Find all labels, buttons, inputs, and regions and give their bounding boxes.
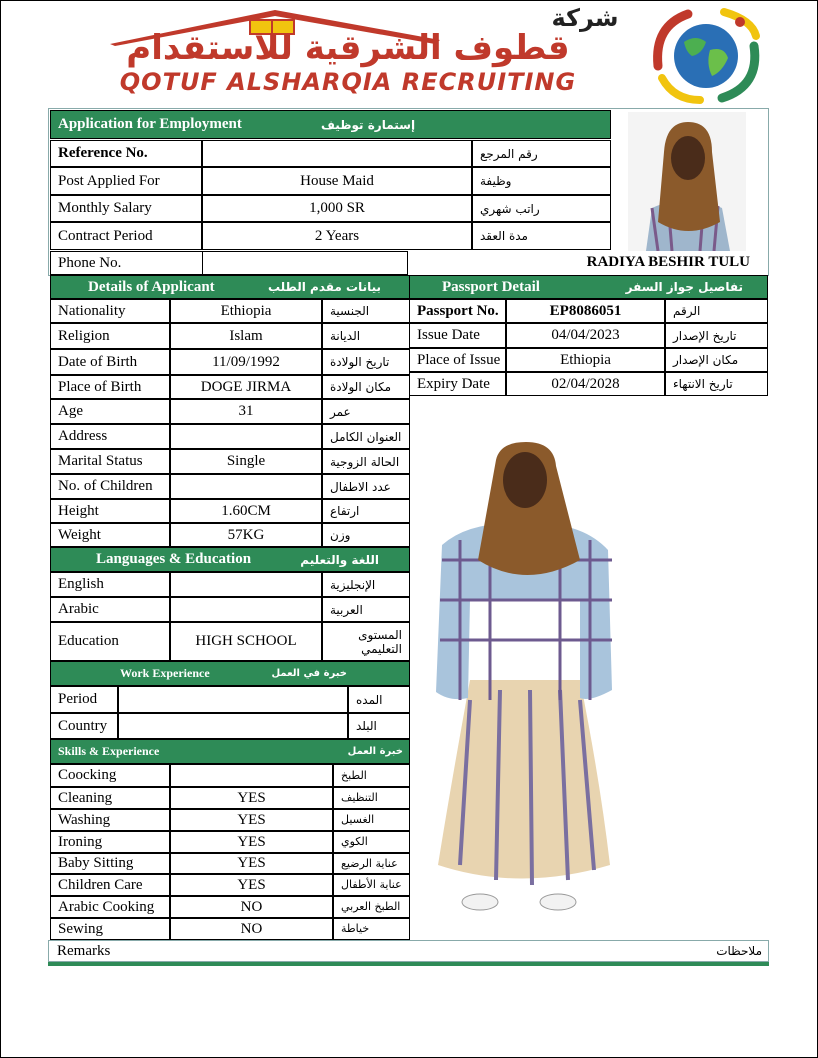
details-label-ar-2: تاريخ الولادة [322, 349, 410, 375]
application-value-3: 2 Years [202, 222, 472, 250]
remarks-row [48, 940, 769, 962]
details-label-8: Height [50, 499, 170, 523]
passport-value-3: 02/04/2028 [506, 372, 665, 396]
details-value-5 [170, 424, 322, 449]
skills-label-4: Baby Sitting [50, 853, 170, 874]
bottom-green-bar [48, 962, 769, 966]
skills-value-7: NO [170, 918, 333, 940]
languages-title-en: Languages & Education [96, 551, 252, 567]
skills-title-en: Skills & Experience [58, 744, 160, 758]
details-label-ar-1: الديانة [322, 323, 410, 349]
company-latin-name: QOTUF ALSHARQIA RECRUITING [119, 68, 577, 96]
skills-value-5: YES [170, 874, 333, 896]
application-value-2: 1,000 SR [202, 195, 472, 222]
work-label-ar-0: المده [348, 686, 410, 713]
passport-title-ar: تفاصيل جواز السفر [625, 280, 743, 294]
details-title-ar: بيانات مقدم الطلب [267, 280, 381, 294]
company-arabic-name: قطوف الشرقية للاستقدام [126, 28, 570, 68]
languages-value-1 [170, 597, 322, 622]
work-value-1 [118, 713, 348, 739]
passport-label-2: Place of Issue [409, 348, 506, 372]
languages-label-0: English [50, 572, 170, 597]
work-title-en: Work Experience [120, 666, 210, 680]
details-label-ar-0: الجنسية [322, 299, 410, 323]
details-label-ar-8: ارتفاع [322, 499, 410, 523]
skills-label-2: Washing [50, 809, 170, 831]
details-label-5: Address [50, 424, 170, 449]
skills-label-5: Children Care [50, 874, 170, 896]
passport-label-0: Passport No. [409, 299, 506, 323]
passport-label-ar-3: تاريخ الانتهاء [665, 372, 768, 396]
skills-label-6: Arabic Cooking [50, 896, 170, 918]
passport-label-ar-2: مكان الإصدار [665, 348, 768, 372]
details-value-8: 1.60CM [170, 499, 322, 523]
skills-title-ar: خبرة العمل [347, 746, 403, 757]
details-label-9: Weight [50, 523, 170, 547]
languages-label-ar-2: المستوى التعليمي [322, 622, 410, 661]
application-label-0: Reference No. [50, 140, 202, 167]
skills-header [50, 739, 410, 764]
work-label-1: Country [50, 713, 118, 739]
skills-label-ar-2: الغسيل [333, 809, 410, 831]
application-label-3: Contract Period [50, 222, 202, 250]
languages-label-1: Arabic [50, 597, 170, 622]
work-value-0 [118, 686, 348, 713]
remarks-label: Remarks [57, 943, 111, 959]
globe-logo-icon [648, 6, 764, 104]
company-logo-banner [50, 4, 770, 104]
passport-label-ar-0: الرقم [665, 299, 768, 323]
details-label-3: Place of Birth [50, 375, 170, 399]
skills-label-1: Cleaning [50, 787, 170, 809]
application-value-1: House Maid [202, 167, 472, 195]
skills-label-ar-0: الطبخ [333, 764, 410, 787]
company-arabic-word: شركة [551, 4, 619, 32]
details-label-ar-4: عمر [322, 399, 410, 424]
phone-value [202, 251, 408, 275]
application-header [50, 110, 611, 139]
skills-value-1: YES [170, 787, 333, 809]
languages-label-ar-0: الإنجليزية [322, 572, 410, 597]
applicant-name: RADIYA BESHIR TULU [586, 254, 750, 270]
application-title-ar: إستمارة توظيف [321, 117, 416, 132]
details-value-0: Ethiopia [170, 299, 322, 323]
work-label-ar-1: البلد [348, 713, 410, 739]
application-label-ar-2: راتب شهري [472, 195, 611, 222]
details-label-ar-3: مكان الولادة [322, 375, 410, 399]
details-label-ar-5: العنوان الكامل [322, 424, 410, 449]
passport-label-1: Issue Date [409, 323, 506, 348]
details-value-7 [170, 474, 322, 499]
details-label-2: Date of Birth [50, 349, 170, 375]
languages-value-0 [170, 572, 322, 597]
skills-label-ar-7: خياطة [333, 918, 410, 940]
skills-label-ar-4: عناية الرضيع [333, 853, 410, 874]
details-label-4: Age [50, 399, 170, 424]
languages-label-ar-1: العربية [322, 597, 410, 622]
skills-value-6: NO [170, 896, 333, 918]
languages-label-2: Education [50, 622, 170, 661]
applicant-photo-small [628, 112, 746, 251]
skills-label-7: Sewing [50, 918, 170, 940]
skills-value-4: YES [170, 853, 333, 874]
phone-label: Phone No. [50, 251, 202, 275]
passport-value-2: Ethiopia [506, 348, 665, 372]
details-label-0: Nationality [50, 299, 170, 323]
details-label-6: Marital Status [50, 449, 170, 474]
skills-label-ar-3: الكوي [333, 831, 410, 853]
work-label-0: Period [50, 686, 118, 713]
details-label-7: No. of Children [50, 474, 170, 499]
languages-header [50, 547, 410, 572]
work-title-ar: خبرة في العمل [271, 668, 347, 679]
details-title-en: Details of Applicant [88, 278, 215, 295]
details-value-3: DOGE JIRMA [170, 375, 322, 399]
skills-label-ar-1: التنظيف [333, 787, 410, 809]
remarks-label-ar: ملاحظات [716, 944, 762, 958]
application-title-en: Application for Employment [58, 116, 242, 132]
details-label-ar-9: وزن [322, 523, 410, 547]
passport-header [409, 275, 768, 299]
application-label-ar-3: مدة العقد [472, 222, 611, 250]
skills-label-0: Coocking [50, 764, 170, 787]
details-value-9: 57KG [170, 523, 322, 547]
application-label-2: Monthly Salary [50, 195, 202, 222]
work-header [50, 661, 410, 686]
application-label-ar-0: رقم المرجع [472, 140, 611, 167]
details-value-4: 31 [170, 399, 322, 424]
passport-value-0: EP8086051 [506, 299, 665, 323]
details-label-1: Religion [50, 323, 170, 349]
application-label-ar-1: وظيفة [472, 167, 611, 195]
passport-label-ar-1: تاريخ الإصدار [665, 323, 768, 348]
skills-value-0 [170, 764, 333, 787]
languages-title-ar: اللغة والتعليم [300, 552, 379, 567]
skills-value-3: YES [170, 831, 333, 853]
skills-label-3: Ironing [50, 831, 170, 853]
passport-value-1: 04/04/2023 [506, 323, 665, 348]
details-header [50, 275, 410, 299]
details-label-ar-7: عدد الاطفال [322, 474, 410, 499]
skills-label-ar-5: عناية الأطفال [333, 874, 410, 896]
details-value-6: Single [170, 449, 322, 474]
skills-label-ar-6: الطبخ العربي [333, 896, 410, 918]
application-value-0 [202, 140, 472, 167]
details-label-ar-6: الحالة الزوجية [322, 449, 410, 474]
passport-label-3: Expiry Date [409, 372, 506, 396]
passport-title-en: Passport Detail [442, 278, 540, 295]
details-value-1: Islam [170, 323, 322, 349]
skills-value-2: YES [170, 809, 333, 831]
application-label-1: Post Applied For [50, 167, 202, 195]
applicant-photo-full [430, 440, 620, 915]
languages-value-2: HIGH SCHOOL [170, 622, 322, 661]
details-value-2: 11/09/1992 [170, 349, 322, 375]
